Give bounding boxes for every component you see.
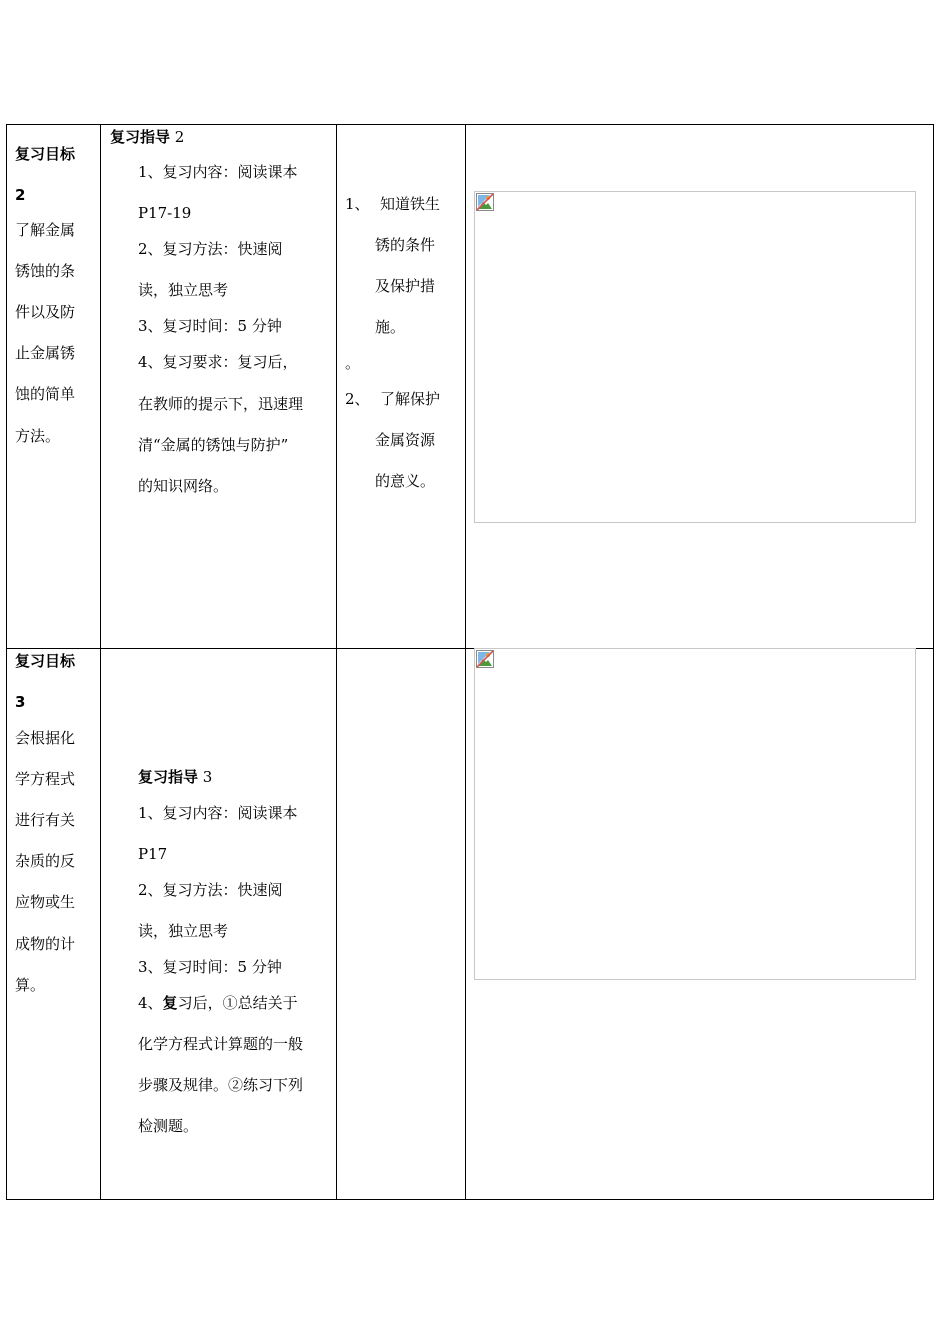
goal-text-line: 算。	[15, 976, 46, 994]
objective-text-line: 锈的条件	[375, 236, 436, 254]
req-bold-char: 复	[162, 994, 178, 1012]
guide-heading	[138, 770, 212, 785]
req-prefix: 4、	[138, 994, 163, 1012]
column-divider	[336, 125, 337, 1199]
goal-text-line: 了解金属	[15, 221, 76, 239]
broken-image-icon	[476, 650, 494, 668]
guide-title: 复习指导	[138, 768, 199, 786]
goal-text-line: 学方程式	[15, 770, 76, 788]
goal-text-line: 进行有关	[15, 811, 76, 829]
goal-title: 复习目标	[15, 145, 76, 163]
goal-number: 3	[15, 693, 26, 711]
guide-text-line: P17-19	[138, 204, 192, 222]
objective-text-line: 金属资源	[375, 431, 436, 449]
goal-text-line: 杂质的反	[15, 852, 76, 870]
goal-text-line: 成物的计	[15, 935, 76, 953]
guide-requirement-line	[138, 996, 298, 1011]
goal-text-line: 止金属锈	[15, 344, 76, 362]
guide-text-line: 检测题。	[138, 1117, 199, 1135]
guide-text-line: 步骤及规律。②练习下列	[138, 1076, 304, 1094]
guide-text-line: 在教师的提示下，迅速理	[138, 395, 304, 413]
guide-title: 复习指导	[110, 128, 171, 146]
guide-heading	[110, 130, 184, 145]
guide-text-line: 4、复习要求：复习后，	[138, 353, 298, 371]
guide-text-line: 1、复习内容：阅读课本	[138, 804, 298, 822]
guide-text-line: 2、复习方法：快速阅	[138, 881, 283, 899]
objective-number: 1、	[345, 195, 370, 213]
objective-number: 2、	[345, 390, 370, 408]
column-divider	[465, 125, 466, 1199]
req-rest: 习后，①总结关于	[177, 994, 298, 1012]
objective-separator: 。	[345, 354, 361, 372]
broken-image-icon	[476, 193, 494, 211]
guide-text-line: 3、复习时间：5 分钟	[138, 958, 282, 976]
goal-text-line: 蚀的简单	[15, 385, 76, 403]
guide-text-line: 化学方程式计算题的一般	[138, 1035, 304, 1053]
objective-text-line: 知道铁生	[380, 195, 441, 213]
guide-text-line: 2、复习方法：快速阅	[138, 240, 283, 258]
goal-text-line: 方法。	[15, 427, 61, 445]
guide-text-line: P17	[138, 845, 168, 863]
guide-text-line: 1、复习内容：阅读课本	[138, 163, 298, 181]
guide-text-line: 读，独立思考	[138, 281, 229, 299]
goal-text-line: 件以及防	[15, 303, 76, 321]
objective-text-line: 施。	[375, 318, 406, 336]
goal-number: 2	[15, 186, 26, 204]
objective-text-line: 了解保护	[380, 390, 441, 408]
guide-text-line: 清“金属的锈蚀与防护”	[138, 436, 289, 454]
goal-title: 复习目标	[15, 652, 76, 670]
guide-number: 2	[174, 128, 185, 146]
objective-text-line: 及保护措	[375, 277, 436, 295]
row2-image-placeholder	[474, 648, 916, 980]
guide-text-line: 读，独立思考	[138, 922, 229, 940]
objective-text-line: 的意义。	[375, 472, 436, 490]
goal-text-line: 会根据化	[15, 729, 76, 747]
goal-text-line: 锈蚀的条	[15, 262, 76, 280]
guide-text-line: 的知识网络。	[138, 477, 229, 495]
goal-text-line: 应物或生	[15, 893, 76, 911]
column-divider	[100, 125, 101, 1199]
guide-text-line: 3、复习时间：5 分钟	[138, 317, 282, 335]
row1-image-placeholder	[474, 191, 916, 523]
guide-number: 3	[202, 768, 213, 786]
